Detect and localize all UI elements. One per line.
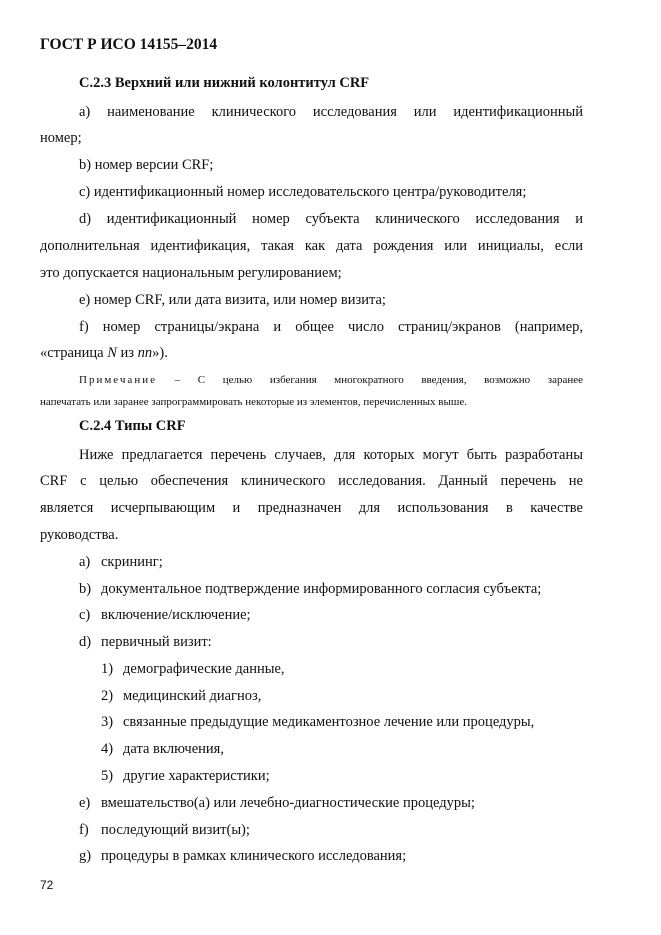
sublist-item-text: демографические данные, bbox=[123, 661, 285, 677]
item-f-line2-nn: nn bbox=[137, 345, 153, 361]
list-item bbox=[79, 794, 475, 812]
list-item bbox=[79, 821, 250, 839]
item-f-line2-mid: из bbox=[116, 345, 138, 361]
item-f-line2-post: »). bbox=[152, 345, 168, 361]
item-c: c) идентификационный номер исследовательского центра/руководителя; bbox=[79, 184, 527, 200]
sublist-item bbox=[101, 767, 270, 785]
sublist-item-label: 5) bbox=[101, 768, 114, 784]
list-item bbox=[79, 606, 251, 624]
sublist-item bbox=[101, 687, 261, 705]
list-item-label: e) bbox=[79, 795, 91, 811]
list-item bbox=[79, 553, 163, 571]
section-heading-c23: С.2.3 Верхний или нижний колонтитул CRF bbox=[79, 75, 370, 91]
list-item-text: включение/исключение; bbox=[101, 607, 251, 623]
sublist-item bbox=[101, 660, 285, 678]
note-dash: – bbox=[156, 374, 198, 386]
intro-line1: Ниже предлагается перечень случаев, для которых могут быть разработаны bbox=[79, 447, 583, 463]
page-number: 72 bbox=[40, 878, 54, 892]
sublist-item-label: 3) bbox=[101, 714, 114, 730]
sublist-item-label: 2) bbox=[101, 688, 114, 704]
sublist-item-text: медицинский диагноз, bbox=[123, 688, 262, 704]
item-f-line2-n: N bbox=[107, 345, 117, 361]
item-d-line2: дополнительная идентификация, такая как дата рождения или инициалы, если bbox=[40, 238, 583, 254]
note-line1 bbox=[79, 373, 583, 387]
item-f-line2 bbox=[40, 344, 168, 362]
item-f-line1: f) номер страницы/экрана и общее число страниц/экранов (например, bbox=[79, 319, 583, 335]
list-item-label: a) bbox=[79, 554, 91, 570]
list-item bbox=[79, 847, 406, 865]
sublist-item-text: другие характеристики; bbox=[123, 768, 270, 784]
list-item-text: процедуры в рамках клинического исследования; bbox=[101, 848, 407, 864]
item-d-line3: это допускается национальным регулированием; bbox=[40, 265, 342, 281]
note-text: С целью избегания многократного введения, возможно заранее bbox=[197, 374, 583, 386]
list-item-label: d) bbox=[79, 634, 92, 650]
sublist-item-text: связанные предыдущие медикаментозное лечение или процедуры, bbox=[123, 714, 535, 730]
list-item bbox=[79, 580, 541, 598]
list-item-text: скрининг; bbox=[101, 554, 163, 570]
item-a-line1: a) наименование клинического исследования или идентификационный bbox=[79, 104, 583, 120]
list-item-text: вмешательство(а) или лечебно-диагностические процедуры; bbox=[101, 795, 475, 811]
list-item-text: первичный визит: bbox=[101, 634, 212, 650]
note-label: Примечание bbox=[79, 374, 157, 386]
note-line2: напечатать или заранее запрограммировать некоторые из элементов, перечисленных выше. bbox=[40, 396, 467, 408]
sublist-item bbox=[101, 740, 224, 758]
item-f-line2-pre: «страница bbox=[40, 345, 108, 361]
list-item-label: b) bbox=[79, 581, 92, 597]
sublist-item-label: 4) bbox=[101, 741, 114, 757]
section-heading-c24: С.2.4 Типы CRF bbox=[79, 418, 186, 434]
intro-line4: руководства. bbox=[40, 527, 119, 543]
item-a-line2: номер; bbox=[40, 130, 82, 146]
item-e: e) номер CRF, или дата визита, или номер визита; bbox=[79, 292, 386, 308]
list-item-text: документальное подтверждение информированного согласия субъекта; bbox=[101, 581, 542, 597]
list-item-label: c) bbox=[79, 607, 91, 623]
item-b: b) номер версии CRF; bbox=[79, 157, 214, 173]
list-item-text: последующий визит(ы); bbox=[101, 822, 250, 838]
sublist-item-text: дата включения, bbox=[123, 741, 224, 757]
list-item bbox=[79, 633, 212, 651]
sublist-item-label: 1) bbox=[101, 661, 114, 677]
item-d-line1: d) идентификационный номер субъекта клинического исследования и bbox=[79, 211, 583, 227]
standard-header: ГОСТ Р ИСО 14155–2014 bbox=[40, 36, 218, 53]
sublist-item bbox=[101, 713, 534, 731]
intro-line2: CRF с целью обеспечения клинического исследования. Данный перечень не bbox=[40, 473, 583, 489]
list-item-label: g) bbox=[79, 848, 92, 864]
intro-line3: является исчерпывающим и предназначен для использования в качестве bbox=[40, 500, 583, 516]
list-item-label: f) bbox=[79, 822, 89, 838]
